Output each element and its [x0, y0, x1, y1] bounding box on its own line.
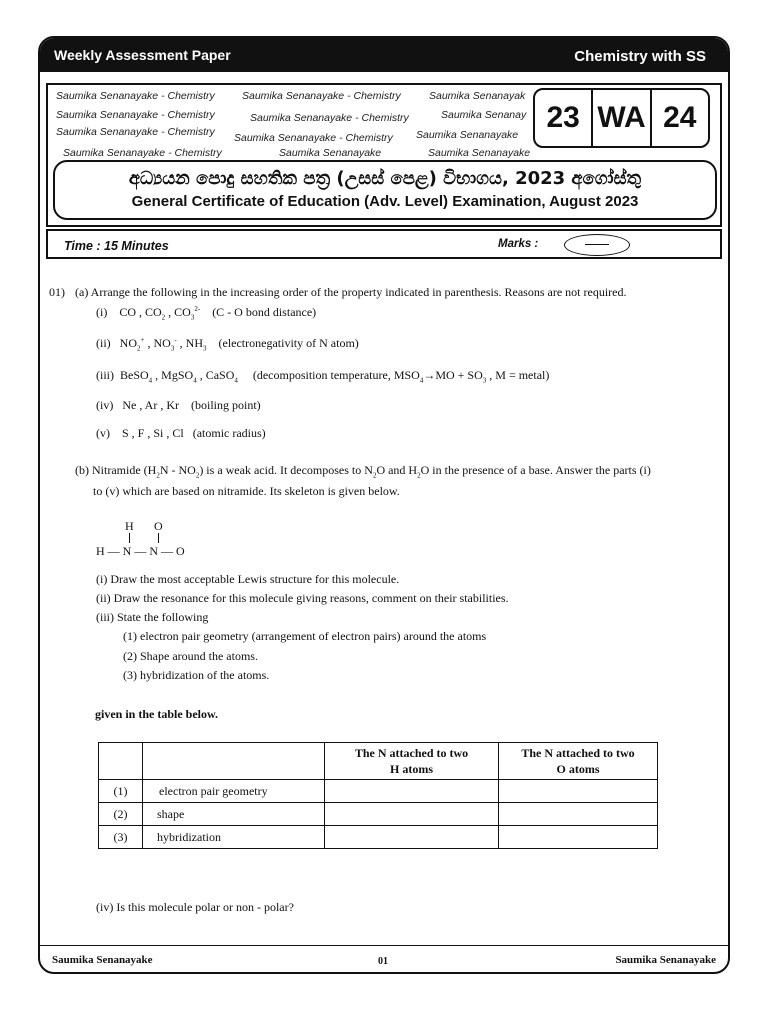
answer-cell[interactable] [325, 780, 499, 803]
exam-title-sinhala: අධ්‍යයන පොදු සහතික පත්‍ර (උසස් පෙළ) විභාගය, 2023 අගෝස්තු [128, 168, 642, 189]
marks-label: Marks : [498, 238, 539, 250]
watermark: Saumika Senanayake [428, 147, 531, 159]
watermark: Saumika Senanayake - Chemistry [63, 147, 222, 159]
footer-divider [38, 945, 730, 946]
watermark: Saumika Senanayake [416, 129, 519, 141]
item-v: (v) S , F , Si , Cl (atomic radius) [96, 426, 266, 440]
item-iii: (iii) BeSO$_4$ , MgSO$_4$ , CaSO$_4$ (decomposition temperature, $MSO_4\to MO + SO_3$ , M = metal) [96, 368, 550, 385]
item-ii: (ii) $NO_2^+$ , $NO_3^-$ , $NH_3$ (electronegativity of N atom) [96, 336, 359, 353]
part-a-intro: (a) Arrange the following in the increasing order of the property indicated in parenthesis. Reasons are not required. [75, 285, 627, 299]
skeleton-h: H [125, 519, 134, 533]
page-number: 01 [378, 956, 388, 967]
skeleton-o: O [154, 519, 163, 533]
paper-code-year: 23 [546, 101, 580, 134]
paper-code-type: WA [591, 90, 649, 146]
watermark: Saumika Senanayake - Chemistry [56, 109, 215, 121]
b-iii-3: (3) hybridization of the atoms. [123, 668, 270, 682]
paper-code-number: 24 [650, 90, 708, 146]
watermark: Saumika Senanay [441, 109, 527, 121]
b-iii-2: (2) Shape around the atoms. [123, 649, 258, 663]
table-caption: given in the table below. [95, 707, 219, 721]
b-iii-1: (1) electron pair geometry (arrangement of electron pairs) around the atoms [123, 629, 487, 643]
header-right: Chemistry with SS [574, 48, 706, 65]
answer-cell[interactable] [325, 826, 499, 849]
part-b-intro-line2: to (v) which are based on nitramide. Its skeleton is given below. [93, 484, 400, 498]
footer-right: Saumika Senanayake [615, 954, 716, 966]
watermark: Saumika Senanayake - Chemistry [56, 126, 215, 138]
b-i: (i) Draw the most acceptable Lewis structure for this molecule. [96, 572, 400, 586]
watermark: Saumika Senanayake - Chemistry [250, 112, 409, 124]
footer-left: Saumika Senanayake [52, 954, 153, 966]
paper-code [533, 88, 710, 148]
b-iv: (iv) Is this molecule polar or non - polar? [96, 900, 294, 914]
watermark: Saumika Senanayake - Chemistry [234, 132, 393, 144]
answer-cell[interactable] [325, 803, 499, 826]
watermark: Saumika Senanayake - Chemistry [242, 90, 401, 102]
answer-cell[interactable] [499, 826, 658, 849]
header-bar [40, 38, 728, 72]
table-header-row [99, 743, 658, 780]
watermark: Saumika Senanayake [279, 147, 382, 159]
exam-title-box [53, 160, 717, 220]
exam-title-english: General Certificate of Education (Adv. Level) Examination, August 2023 [131, 193, 639, 210]
header-n-o-atoms: The N attached to two O atoms [499, 743, 658, 780]
table-row: (2) shape [99, 803, 658, 826]
time-label: Time : 15 Minutes [64, 239, 169, 253]
footer [38, 947, 730, 973]
table-row: (1) electron pair geometry [99, 780, 658, 803]
answer-cell[interactable] [499, 780, 658, 803]
marks-oval [564, 234, 630, 256]
table-row: (3) hybridization [99, 826, 658, 849]
item-i: (i) CO , $CO_2$ , $CO_3^{2-}$ (C - O bond distance) [96, 305, 317, 322]
time-marks-bar [46, 229, 722, 259]
b-iii: (iii) State the following [96, 610, 209, 624]
nitramide-skeleton [96, 519, 206, 563]
answer-table [98, 742, 658, 849]
watermark: Saumika Senanayake - Chemistry [56, 90, 215, 102]
watermark: Saumika Senanayak [429, 90, 526, 102]
header-n-h-atoms: The N attached to two H atoms [325, 743, 499, 780]
header-left: Weekly Assessment Paper [54, 47, 231, 63]
item-iv: (iv) Ne , Ar , Kr (boiling point) [96, 398, 261, 412]
part-b-intro: (b) Nitramide $(H_2N - NO_2)$ is a weak acid. It decomposes to $N_2O$ and $H_2O$ in the presence of a base. Answer the parts (i) [75, 463, 651, 480]
answer-cell[interactable] [499, 803, 658, 826]
skeleton-chain: H — N — N — O [96, 544, 185, 558]
question-number: 01) [49, 285, 65, 299]
b-ii: (ii) Draw the resonance for this molecule giving reasons, comment on their stabilities. [96, 591, 509, 605]
